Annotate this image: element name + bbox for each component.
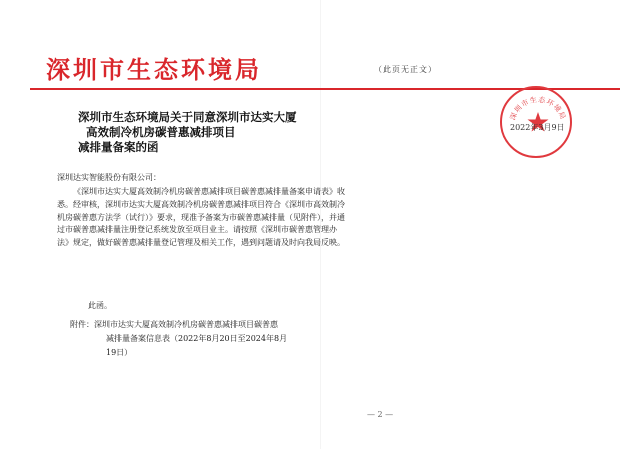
title-line-1: 深圳市生态环境局关于同意深圳市达实大厦 bbox=[78, 110, 297, 124]
closing-line: 此函。 bbox=[88, 301, 112, 310]
attachment-line-3: 19日） bbox=[106, 348, 133, 357]
signature-date: 2022年3月9日 bbox=[510, 123, 565, 132]
document-title bbox=[78, 110, 308, 155]
page-number: — 2 — bbox=[367, 410, 394, 419]
salutation: 深圳达实智能股份有限公司： bbox=[57, 173, 161, 182]
title-line-2: 高效制冷机房碳普惠减排项目 bbox=[86, 125, 236, 139]
agency-letterhead: 深圳市生态环境局 bbox=[46, 55, 262, 84]
title-line-3: 减排量备案的函 bbox=[78, 140, 159, 154]
body-paragraph bbox=[57, 186, 347, 250]
letterhead-rule-right bbox=[320, 88, 620, 90]
blank-page-note: （此页无正文） bbox=[374, 65, 437, 74]
attachment-line-2: 减排量备案信息表（2022年8月20日至2024年8月 bbox=[106, 334, 288, 343]
body-text: 《深圳市达实大厦高效制冷机房碳普惠减排项目碳普惠减排量备案申请表》收悉。经审核，深圳市达实大厦高效制冷机房碳普惠减排项目符合《深圳市高效制冷机房碳普惠方法学（试行）》要求，现准予备案为市碳普惠减排量（见附件），并通过市碳普惠减排量注册登记系统发放至项目业主。请按照《深圳市碳普惠管理办法》规定，做好碳普惠减排量登记管理及相关工作，遇到问题请及时向我局反映。 bbox=[57, 187, 345, 248]
attachment-block bbox=[70, 318, 360, 360]
letterhead-rule-left bbox=[30, 88, 320, 90]
seal-text: 深圳市生态环境局 bbox=[508, 95, 568, 122]
attachment-label: 附件： bbox=[70, 320, 94, 329]
attachment-line-1: 深圳市达实大厦高效制冷机房碳普惠减排项目碳普惠 bbox=[94, 320, 278, 329]
